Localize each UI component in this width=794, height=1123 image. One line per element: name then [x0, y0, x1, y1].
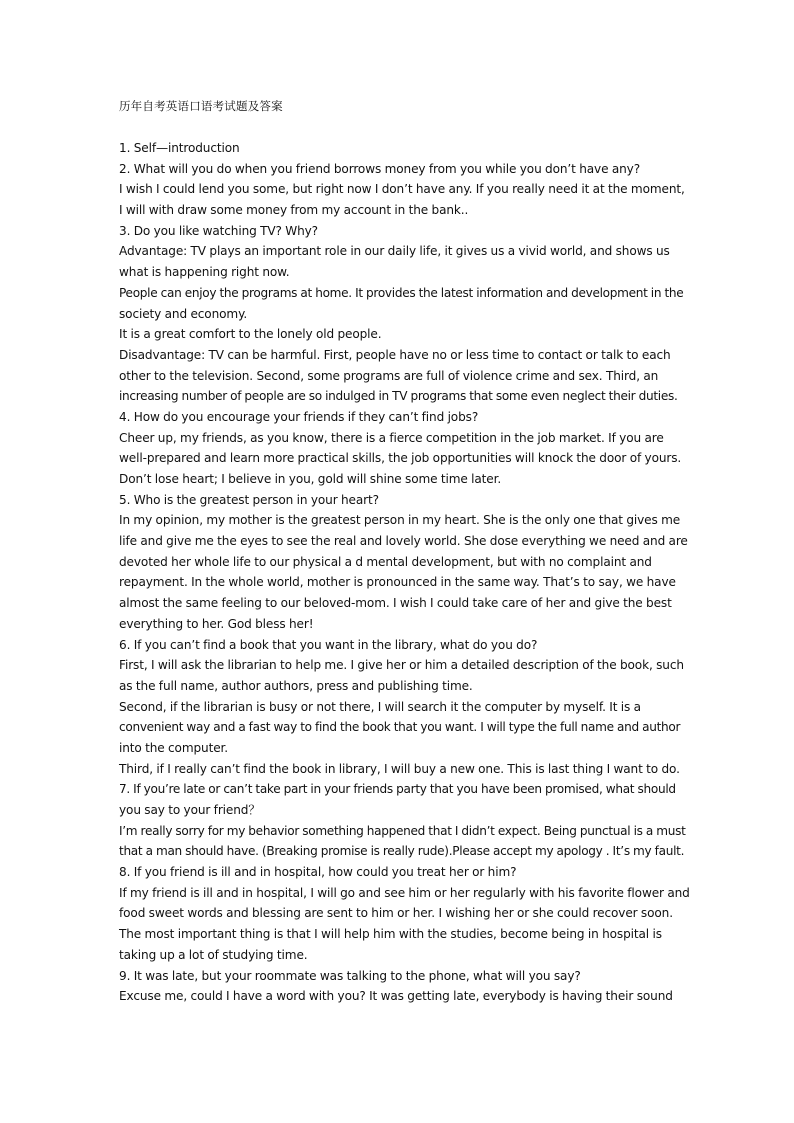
text-line: Disadvantage: TV can be harmful. First, people have no or less time to contact or talk to each — [119, 347, 671, 362]
text-line: Cheer up, my friends, as you know, there is a fierce competition in the job market. If you are — [119, 430, 664, 445]
text-line: 8. If you friend is ill and in hospital, how could you treat her or him? — [119, 865, 517, 880]
text-line: taking up a lot of studying time. — [119, 947, 308, 962]
text-line: 5. Who is the greatest person in your heart? — [119, 492, 379, 507]
text-line: convenient way and a fast way to find the book that you want. I will type the full name and author — [119, 720, 681, 735]
text-line: what is happening right now. — [119, 265, 290, 280]
text-line: I’m really sorry for my behavior something happened that I didn’t expect. Being punctual is a must — [119, 823, 686, 838]
text-line: Third, if I really can’t find the book in library, I will buy a new one. This is last thing I want to do. — [119, 761, 680, 776]
text-line: First, I will ask the librarian to help me. I give her or him a detailed description of the book, such — [119, 658, 684, 673]
text-line: increasing number of people are so indulged in TV programs that some even neglect their duties. — [119, 389, 678, 404]
text-line: I wish I could lend you some, but right now I don’t have any. If you really need it at the moment, — [119, 182, 685, 197]
text-line: other to the television. Second, some programs are full of violence crime and sex. Third, an — [119, 368, 659, 383]
text-line: Don’t lose heart; I believe in you, gold will shine some time later. — [119, 472, 502, 486]
text-line: It is a great comfort to the lonely old people. — [119, 327, 382, 342]
text-line: 1. Self—introduction — [119, 141, 240, 155]
text-line: food sweet words and blessing are sent to him or her. I wishing her or she could recover soon. — [119, 906, 673, 921]
text-line: everything to her. God bless her! — [119, 616, 314, 631]
text-line: well-prepared and learn more practical skills, the job opportunities will knock the door of yours. — [119, 451, 682, 466]
document-title: 历年自考英语口语考试题及答案 — [119, 99, 283, 113]
text-line: 9. It was late, but your roommate was talking to the phone, what will you say? — [119, 968, 581, 983]
text-line: 4. How do you encourage your friends if they can’t find jobs? — [119, 409, 479, 424]
text-line: almost the same feeling to our beloved-mom. I wish I could take care of her and give the best — [119, 596, 672, 611]
text-line: People can enjoy the programs at home. It provides the latest information and development in the — [119, 285, 684, 300]
text-line: 7. If you’re late or can’t take part in your friends party that you have been promised, what should — [119, 782, 676, 797]
text-line: 6. If you can’t find a book that you want in the library, what do you do? — [119, 637, 538, 652]
text-line: into the computer. — [119, 740, 229, 755]
document-body — [119, 138, 689, 1007]
text-line: that a man should have. (Breaking promise is really rude).Please accept my apology . It’s my fault. — [119, 844, 685, 859]
text-line: The most important thing is that I will help him with the studies, become being in hospital is — [119, 927, 662, 942]
text-line: 2. What will you do when you friend borrows money from you while you don’t have any? — [119, 161, 640, 176]
text-line: life and give me the eyes to see the real and lovely world. She dose everything we need and are — [119, 534, 688, 549]
text-line: as the full name, author authors, press and publishing time. — [119, 678, 473, 693]
text-line: If my friend is ill and in hospital, I will go and see him or her regularly with his favorite flower and — [119, 885, 690, 900]
text-line: repayment. In the whole world, mother is pronounced in the same way. That’s to say, we have — [119, 575, 676, 590]
text-line: Second, if the librarian is busy or not there, I will search it the computer by myself. It is a — [119, 699, 641, 714]
text-line: I will with draw some money from my account in the bank.. — [119, 203, 469, 218]
text-line: In my opinion, my mother is the greatest person in my heart. She is the only one that gives me — [119, 513, 681, 528]
text-line: Excuse me, could I have a word with you? It was getting late, everybody is having their sound — [119, 989, 673, 1004]
text-line: society and economy. — [119, 306, 248, 321]
text-line: 3. Do you like watching TV? Why? — [119, 223, 318, 238]
text-line: you say to your friend？ — [119, 803, 261, 817]
text-line: Advantage: TV plays an important role in our daily life, it gives us a vivid world, and shows us — [119, 244, 670, 259]
text-line: devoted her whole life to our physical a d mental development, but with no complaint and — [119, 554, 652, 569]
